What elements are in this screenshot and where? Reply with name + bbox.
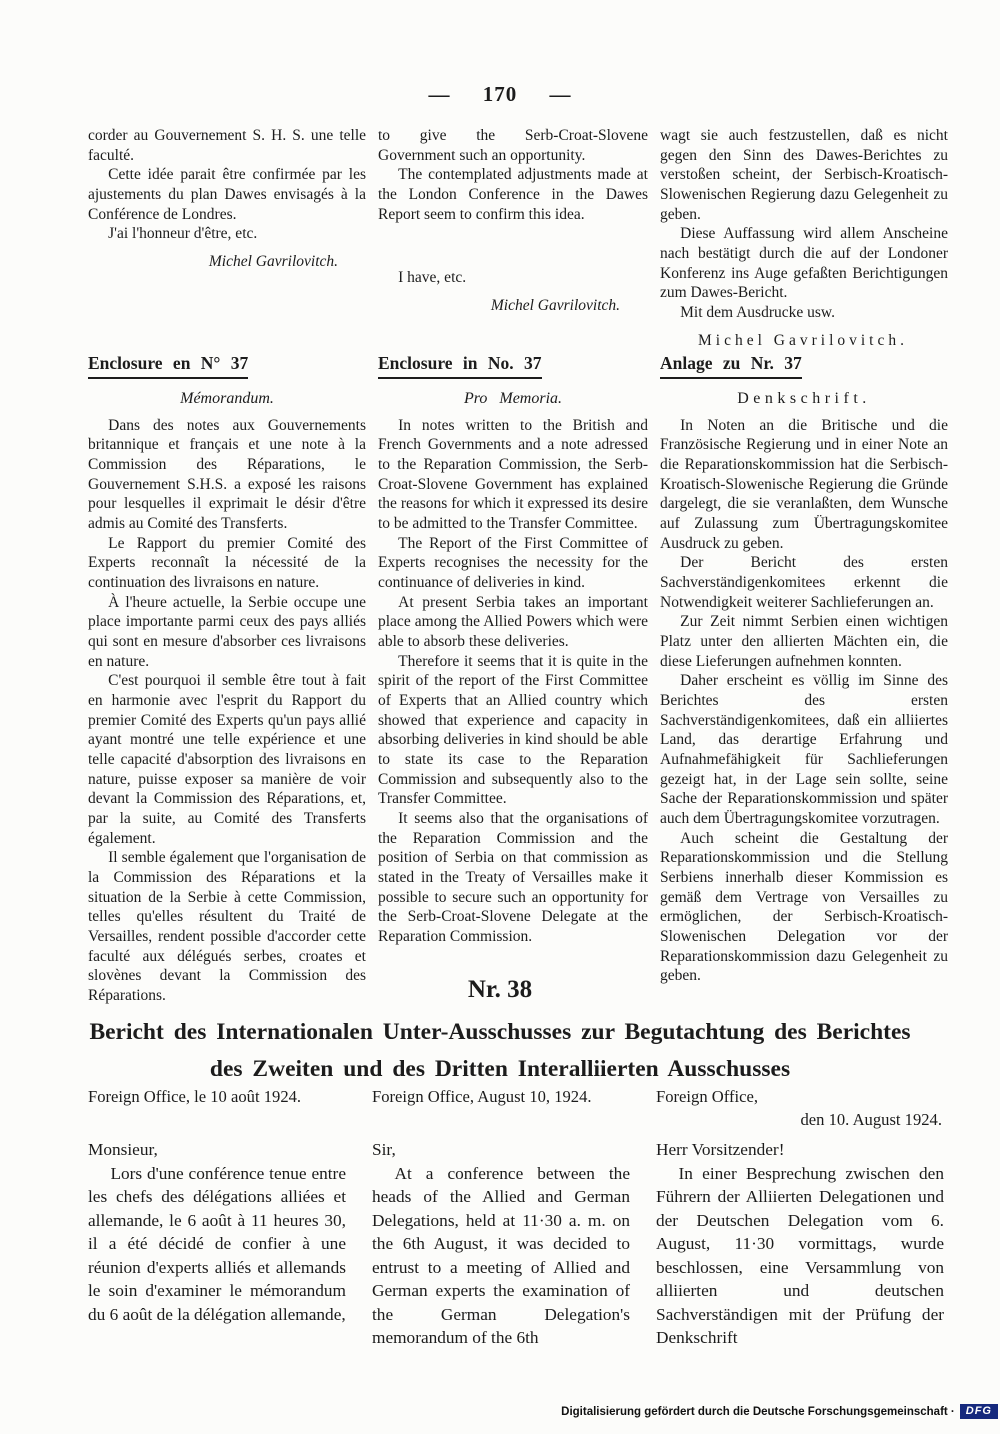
page-number: — 170 — (428, 82, 572, 106)
paragraph: Therefore it seems that it is quite in the spirit of the report of the First Committee of Experts that an Allied country which showed that experience and capacity in absorbing deliveries in kind should be able to state its case to the Reparation Commission and subsequently also to the Transfer Committee. (378, 652, 648, 808)
signature: Michel Gavrilovitch. (208, 253, 338, 271)
enclosure-header-german: Anlage zu Nr. 37 (660, 352, 802, 379)
letter-closing: Mit dem Ausdrucke usw. (680, 304, 835, 322)
enclosure-subheader-french: Mémorandum. (180, 390, 274, 408)
column-english (378, 352, 648, 1006)
dateline-english: Foreign Office, August 10, 1924. (372, 1087, 592, 1106)
paragraph: À l'heure actuelle, la Serbie occupe une place importante parmi ceux des pays alliés qui sont en mesure d'absorber ces livraisons en nature. (88, 593, 366, 670)
salutation-french: Monsieur, (88, 1140, 158, 1159)
letter-closing: I have, etc. (398, 269, 467, 287)
paragraph: At a conference between the heads of the Allied and German Delegations, held at 11·30 a. m. on the 6th August, it was decided to entrust to a meeting of Allied and German experts the examination of the German Delegation's memorandum of the 6th (372, 1163, 630, 1348)
paragraph: Daher erscheint es völlig im Sinne des Berichtes des ersten Sachverständigenkomitees, daß ein alliiertes Land, das derartige Erfahrung und Aufnahmefähigkeit für Sachlieferungen gezeigt hat, in der Lage sein sollte, seine Sache der Reparationskommission und später auch dem Übertragungskomitee vorzutragen. (660, 672, 948, 827)
document-title-line1: Bericht des Internationalen Unter-Ausschusses zur Begutachtung des Berichtes (89, 1019, 911, 1045)
paragraph: Zur Zeit nimmt Serbien einen wichtigen Platz unter den allierten Mächten ein, die diese Lieferungen aufnehmen konnten. (660, 613, 948, 670)
dateline-german-line1: Foreign Office, (656, 1087, 758, 1106)
dateline-french: Foreign Office, le 10 août 1924. (88, 1087, 302, 1106)
column-english (378, 126, 648, 350)
enclosure-header-french: Enclosure en N° 37 (88, 352, 248, 379)
column-german (660, 126, 948, 350)
column-french (88, 1086, 346, 1350)
dateline-german-line2: den 10. August 1924. (800, 1109, 942, 1129)
paragraph: Le Rapport du premier Comité des Experts reconnaît la nécessité de la continuation des livraisons en nature. (88, 534, 366, 591)
paragraph: Lors d'une conférence tenue entre les chefs des délégations alliées et allemande, le 6 août à 11 heures 30, il a été décidé de confier à une réunion d'experts alliés et allemands le soin d'examiner le mémorandum du 6 août de la délégation allemande, (88, 1163, 346, 1324)
dateline-german (656, 1086, 944, 1138)
column-german (660, 352, 948, 1006)
signature: Michel Gavrilovitch. (698, 331, 908, 349)
paragraph: Diese Auffassung wird allem Anscheine nach bestätigt durch die auf der Londoner Konferenz ins Auge gefaßten Berichtigungen zum Dawes-Bericht. (660, 225, 948, 302)
paragraph: Il semble également que l'organisation de la Commission des Réparations et la situation de la Serbie à cette Commission, telles qu'elles résultent du Traité de Versailles, rendent possible d'accorder cette faculté aux délégués serbes, croates et slovènes devant la Commission des Réparations. (88, 849, 366, 1005)
enclosure-37-section (88, 352, 948, 1006)
nr38-letter-section (88, 1086, 944, 1350)
salutation-english: Sir, (372, 1140, 396, 1159)
column-french (88, 126, 366, 350)
paragraph: In einer Besprechung zwischen den Führern der Alliierten Delegationen und der Deutschen Delegation vom 6. August, 11·30 vormittags, wurde beschlossen, eine Versammlung von alliierten und deutschen Sachverständigen mit der Prüfung der Denkschrift (656, 1163, 944, 1348)
document-title-line2: des Zweiten und des Dritten Interalliierten Ausschusses (209, 1056, 791, 1083)
paragraph: It seems also that the organisations of the Reparation Commission and the position of Serbia on that commission as stated in the Treaty of Versailles make it possible to secure such an opportunity for the Serb-Croat-Slovene Delegate at the Reparation Commission. (378, 809, 648, 945)
document-number-heading: Nr. 38 (467, 976, 533, 1003)
paragraph: to give the Serb-Croat-Slovene Government such an opportunity. (378, 127, 648, 164)
column-french (88, 352, 366, 1006)
document-title (40, 1014, 960, 1088)
paragraph: Der Bericht des ersten Sachverständigenkomitees erkennt die Notwendigkeit weiterer Sachlieferungen an. (660, 554, 948, 611)
salutation-german: Herr Vorsitzender! (656, 1140, 785, 1159)
footer-credit-text: Digitalisierung gefördert durch die Deutsche Forschungsgemeinschaft · (561, 1405, 955, 1418)
enclosure-subheader-german: Denkschrift. (737, 390, 871, 408)
paragraph: In Noten an die Britische und die Französische Regierung und in einer Note an die Reparationskommission hat die Serbisch-Kroatisch-Slowenische Regierung die Gründe dargelegt, die sie veranlaßten, dem Wunsche auf Zulassung zum Übertragungskomitee Ausdruck zu geben. (660, 416, 948, 552)
enclosure-header-english: Enclosure in No. 37 (378, 352, 542, 379)
column-german (656, 1086, 944, 1350)
letter-closing: J'ai l'honneur d'être, etc. (108, 225, 258, 243)
signature: Michel Gavrilovitch. (490, 297, 620, 315)
column-english (372, 1086, 630, 1350)
continuation-section (88, 126, 948, 350)
paragraph: At present Serbia takes an important place among the Allied Powers which were able to absorb these deliveries. (378, 593, 648, 650)
enclosure-subheader-english: Pro Memoria. (463, 390, 563, 408)
paragraph: corder au Gouvernement S. H. S. une telle faculté. (88, 127, 366, 164)
paragraph: The Report of the First Committee of Experts recognises the necessity for the continuance of deliveries in kind. (378, 534, 648, 591)
paragraph: The contemplated adjustments made at the London Conference in the Dawes Report seem to confirm this idea. (378, 166, 648, 223)
paragraph: Dans des notes aux Gouvernements britannique et français et une note à la Commission des Réparations, le Gouvernement S.H.S. a exposé les raisons pour lesquelles il exprimait le désir d'être admis au Comité des Transferts. (88, 416, 366, 532)
paragraph: Cette idée parait être confirmée par les ajustements du plan Dawes envisagés à la Conférence de Londres. (88, 166, 366, 223)
paragraph: In notes written to the British and French Governments and a note adressed to the Reparation Commission, the Serb-Croat-Slovene Government has explained the reasons for which it expressed its desire to be admitted to the Transfer Committee. (378, 416, 648, 532)
digitization-footer (561, 1404, 998, 1419)
paragraph: Auch scheint die Gestaltung der Reparationskommission und die Stellung Serbiens innerhalb dieser Kommission es gemäß dem Vertrage von Versailles zu ermöglichen, der Serbisch-Kroatisch-Slowenischen Delegation vor der Reparationskommission dazu Gelegenheit zu geben. (660, 829, 948, 985)
paragraph: wagt sie auch festzustellen, daß es nicht gegen den Sinn des Dawes-Berichtes zu verstoßen scheint, der Serbisch-Kroatisch-Slowenischen Regierung dazu Gelegenheit zu geben. (660, 127, 948, 223)
dfg-logo: DFG (960, 1404, 998, 1419)
paragraph: C'est pourquoi il semble être tout à fait en harmonie avec l'esprit du Rapport du premier Comité des Experts qu'un pays allié ayant montré une telle expérience et une telle capacité d'absorption des livraisons en nature, puisse exposer sa manière de voir devant la Commission des Réparations, et, par la suite, au Comité des Transferts également. (88, 672, 366, 847)
